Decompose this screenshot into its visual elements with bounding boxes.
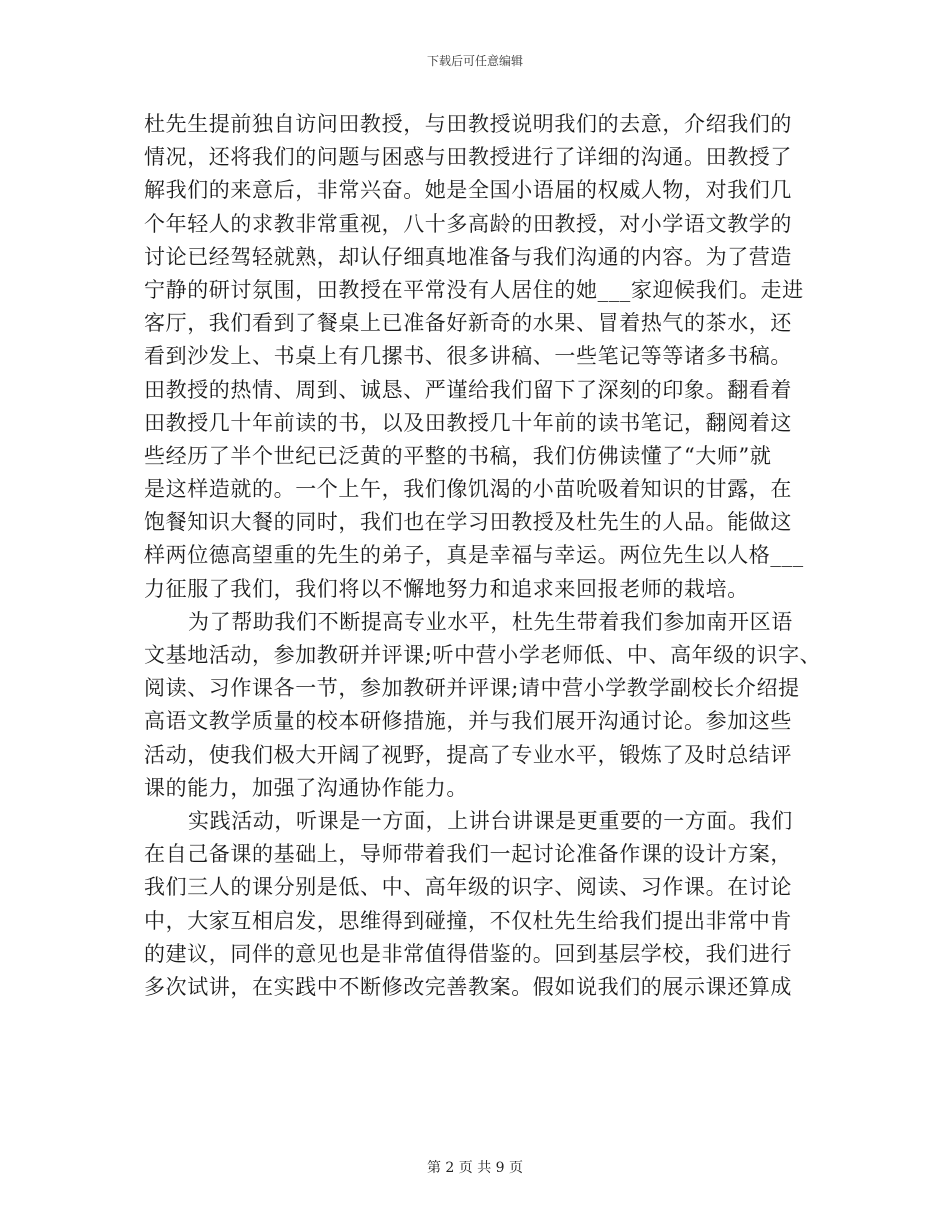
text-line: 是这样造就的。一个上午，我们像饥渴的小苗吮吸着知识的甘露，在 <box>144 477 792 502</box>
text-line: 力征服了我们，我们将以不懈地努力和追求来回报老师的栽培。 <box>144 576 749 601</box>
text-line: 在自己备课的基础上，导师带着我们一起讨论准备作课的设计方案， <box>144 842 792 867</box>
text-line: 我们三人的课分别是低、中、高年级的识字、阅读、习作课。在讨论 <box>144 875 792 900</box>
text-line: 样两位德高望重的先生的弟子，真是幸福与幸运。两位先生以人格___ <box>144 543 804 568</box>
text-line: 个年轻人的求教非常重视，八十多高龄的田教授，对小学语文教学的 <box>144 211 792 236</box>
text-line: 些经历了半个世纪已泛黄的平整的书稿，我们仿佛读懂了“大师”就 <box>144 443 772 468</box>
text-line: 为了帮助我们不断提高专业水平，杜先生带着我们参加南开区语 <box>188 609 793 634</box>
text-line: 讨论已经驾轻就熟，却认仔细真地准备与我们沟通的内容。为了营造 <box>144 244 792 269</box>
text-line: 情况，还将我们的问题与困惑与田教授进行了详细的沟通。田教授了 <box>144 145 792 170</box>
text-line: 饱餐知识大餐的同时，我们也在学习田教授及杜先生的人品。能做这 <box>144 510 792 535</box>
page-header: 下载后可任意编辑 <box>426 54 523 68</box>
page-number: 第 2 页 共 9 页 <box>426 1160 524 1176</box>
text-line: 宁静的研讨氛围，田教授在平常没有人居住的她___家迎候我们。走进 <box>144 277 804 302</box>
text-line: 文基地活动，参加教研并评课;听中营小学老师低、中、高年级的识字、 <box>144 643 822 667</box>
text-line: 中，大家互相启发，思维得到碰撞，不仅杜先生给我们提出非常中肯 <box>144 908 792 933</box>
text-line: 客厅，我们看到了餐桌上已准备好新奇的水果、冒着热气的茶水，还 <box>144 311 792 336</box>
text-line: 活动，使我们极大开阔了视野，提高了专业水平，锻炼了及时总结评 <box>144 742 792 767</box>
text-line: 课的能力，加强了沟通协作能力。 <box>144 775 468 800</box>
text-line: 实践活动，听课是一方面，上讲台讲课是更重要的一方面。我们 <box>188 808 793 833</box>
text-line: 解我们的来意后，非常兴奋。她是全国小语届的权威人物，对我们几 <box>144 178 792 203</box>
text-line: 高语文教学质量的校本研修措施，并与我们展开沟通讨论。参加这些 <box>144 709 792 734</box>
text-line: 的建议，同伴的意见也是非常值得借鉴的。回到基层学校，我们进行 <box>144 941 792 966</box>
document-body <box>144 108 822 1004</box>
text-line: 阅读、习作课各一节，参加教研并评课;请中营小学教学副校长介绍提 <box>144 676 800 701</box>
text-line: 杜先生提前独自访问田教授，与田教授说明我们的去意，介绍我们的 <box>144 112 792 136</box>
text-line: 看到沙发上、书桌上有几摞书、很多讲稿、一些笔记等等诸多书稿。 <box>144 344 792 369</box>
text-line: 多次试讲，在实践中不断修改完善教案。假如说我们的展示课还算成 <box>144 974 792 999</box>
text-line: 田教授的热情、周到、诚恳、严谨给我们留下了深刻的印象。翻看着 <box>144 377 792 402</box>
text-line: 田教授几十年前读的书，以及田教授几十年前的读书笔记，翻阅着这 <box>144 410 792 435</box>
